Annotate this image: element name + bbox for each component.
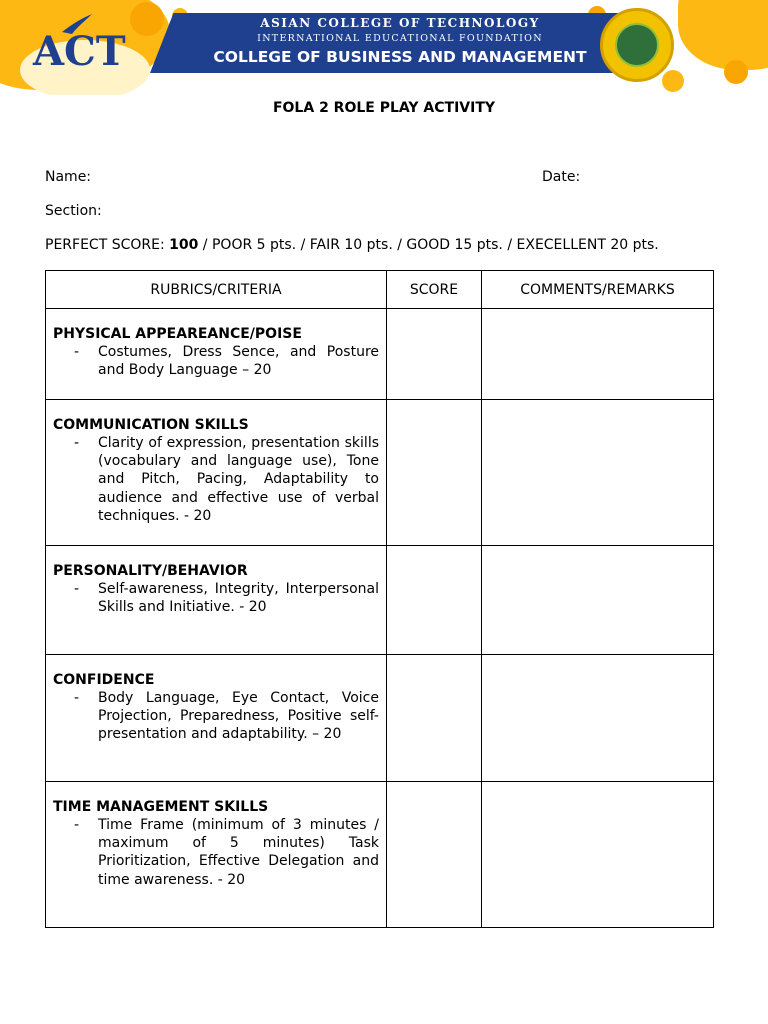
document-title: FOLA 2 ROLE PLAY ACTIVITY xyxy=(272,100,496,116)
seal-emblem xyxy=(615,23,659,67)
college-name: COLLEGE OF BUSINESS AND MANAGEMENT xyxy=(213,48,587,66)
criteria-description: Body Language, Eye Contact, Voice Projection, Preparedness, Positive self-presentation and adaptability. – 20 xyxy=(98,690,379,743)
criteria-title: TIME MANAGEMENT SKILLS xyxy=(53,799,269,815)
table-row xyxy=(46,546,714,655)
comments-cell[interactable] xyxy=(482,546,714,655)
criteria-description: Self-awareness, Integrity, Interpersonal Skills and Initiative. - 20 xyxy=(98,581,379,616)
criteria-item xyxy=(53,434,379,525)
name-label: Name: xyxy=(45,169,92,185)
score-cell[interactable] xyxy=(387,655,482,782)
section-label: Section: xyxy=(45,203,102,219)
criteria-title: CONFIDENCE xyxy=(53,672,155,688)
criteria-cell xyxy=(46,309,387,400)
date-label: Date: xyxy=(542,169,581,185)
foundation-name: INTERNATIONAL EDUCATIONAL FOUNDATION xyxy=(257,33,543,44)
score-scale: / POOR 5 pts. / FAIR 10 pts. / GOOD 15 pts. / EXECELLENT 20 pts. xyxy=(198,237,659,253)
criteria-description: Costumes, Dress Sence, and Posture and Body Language – 20 xyxy=(98,344,379,379)
perfect-score-value: 100 xyxy=(169,237,199,253)
perfect-score-line xyxy=(45,237,659,253)
perfect-score-prefix: PERFECT SCORE: xyxy=(45,237,170,253)
bullet-dash: - xyxy=(74,817,80,833)
decorative-bubble xyxy=(662,70,684,92)
score-cell[interactable] xyxy=(387,546,482,655)
rubric-table xyxy=(45,270,714,928)
college-seal-icon xyxy=(600,8,674,82)
table-row xyxy=(46,655,714,782)
criteria-cell xyxy=(46,546,387,655)
criteria-item xyxy=(53,689,379,744)
criteria-item xyxy=(53,816,379,889)
decorative-bubble xyxy=(130,2,164,36)
comments-cell[interactable] xyxy=(482,655,714,782)
score-cell[interactable] xyxy=(387,400,482,546)
bullet-dash: - xyxy=(74,435,80,451)
criteria-item xyxy=(53,580,379,616)
comments-cell[interactable] xyxy=(482,400,714,546)
criteria-item xyxy=(53,343,379,379)
header-comments: COMMENTS/REMARKS xyxy=(482,271,714,309)
criteria-description: Time Frame (minimum of 3 minutes / maximum of 5 minutes) Task Prioritization, Effective Delegation and time awareness. - 20 xyxy=(98,817,379,888)
score-cell[interactable] xyxy=(387,309,482,400)
table-row xyxy=(46,309,714,400)
criteria-title: PERSONALITY/BEHAVIOR xyxy=(53,563,248,579)
header-score: SCORE xyxy=(387,271,482,309)
header-criteria: RUBRICS/CRITERIA xyxy=(46,271,387,309)
criteria-title: PHYSICAL APPEAREANCE/POISE xyxy=(53,326,302,342)
table-row xyxy=(46,782,714,928)
header-banner xyxy=(0,0,768,95)
criteria-cell xyxy=(46,400,387,546)
institution-name: ASIAN COLLEGE OF TECHNOLOGY xyxy=(260,16,540,30)
table-header-row xyxy=(46,271,714,309)
comments-cell[interactable] xyxy=(482,309,714,400)
decorative-bubble xyxy=(724,60,748,84)
criteria-cell xyxy=(46,655,387,782)
score-cell[interactable] xyxy=(387,782,482,928)
criteria-description: Clarity of expression, presentation skills (vocabulary and language use), Tone and Pitch, Pacing, Adaptability to audience and effective use of verbal techniques. - 20 xyxy=(98,435,379,524)
comments-cell[interactable] xyxy=(482,782,714,928)
bullet-dash: - xyxy=(74,581,80,597)
criteria-cell xyxy=(46,782,387,928)
table-row xyxy=(46,400,714,546)
decorative-bubble xyxy=(682,4,708,30)
criteria-title: COMMUNICATION SKILLS xyxy=(53,417,249,433)
bullet-dash: - xyxy=(74,690,80,706)
bullet-dash: - xyxy=(74,344,80,360)
act-logo: ACT xyxy=(33,28,126,75)
